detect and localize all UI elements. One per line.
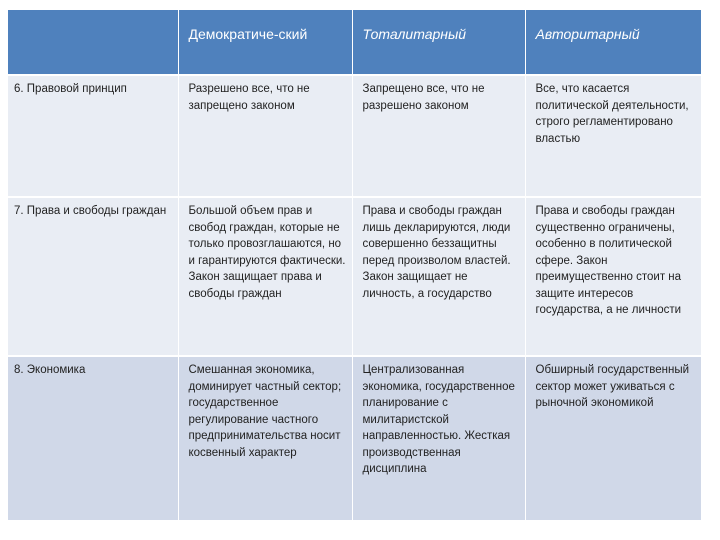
cell-totalitarian: Запрещено все, что не разрешено законом — [352, 75, 525, 197]
row-label: 7. Права и свободы граждан — [8, 197, 178, 356]
cell-totalitarian: Централизованная экономика, государственное планирование с милитаристской направленностью. Жесткая производственная дисциплина — [352, 356, 525, 520]
table-header-row — [8, 10, 701, 75]
row-label: 6. Правовой принцип — [8, 75, 178, 197]
header-totalitarian: Тоталитарный — [352, 10, 525, 75]
cell-authoritarian: Обширный государственный сектор может уживаться с рыночной экономикой — [525, 356, 701, 520]
cell-democratic: Разрешено все, что не запрещено законом — [178, 75, 352, 197]
cell-democratic: Большой объем прав и свобод граждан, которые не только провозглашаются, но и гарантируются фактически. Закон защищает права и свободы граждан — [178, 197, 352, 356]
header-democratic: Демократиче-ский — [178, 10, 352, 75]
table-row — [8, 75, 701, 197]
cell-authoritarian: Права и свободы граждан существенно ограничены, особенно в политической сфере. Закон преимущественно стоит на защите интересов государства, а не личности — [525, 197, 701, 356]
political-regimes-table — [8, 10, 701, 520]
header-authoritarian: Авторитарный — [525, 10, 701, 75]
cell-democratic: Смешанная экономика, доминирует частный сектор; государственное регулирование частного предпринимательства носит косвенный характер — [178, 356, 352, 520]
cell-authoritarian: Все, что касается политической деятельности, строго регламентировано властью — [525, 75, 701, 197]
comparison-table-container — [8, 10, 701, 520]
header-empty-cell — [8, 10, 178, 75]
table-row — [8, 356, 701, 520]
row-label: 8. Экономика — [8, 356, 178, 520]
cell-totalitarian: Права и свободы граждан лишь декларируются, люди совершенно беззащитны перед произволом властей. Закон защищает не личность, а государство — [352, 197, 525, 356]
table-row — [8, 197, 701, 356]
